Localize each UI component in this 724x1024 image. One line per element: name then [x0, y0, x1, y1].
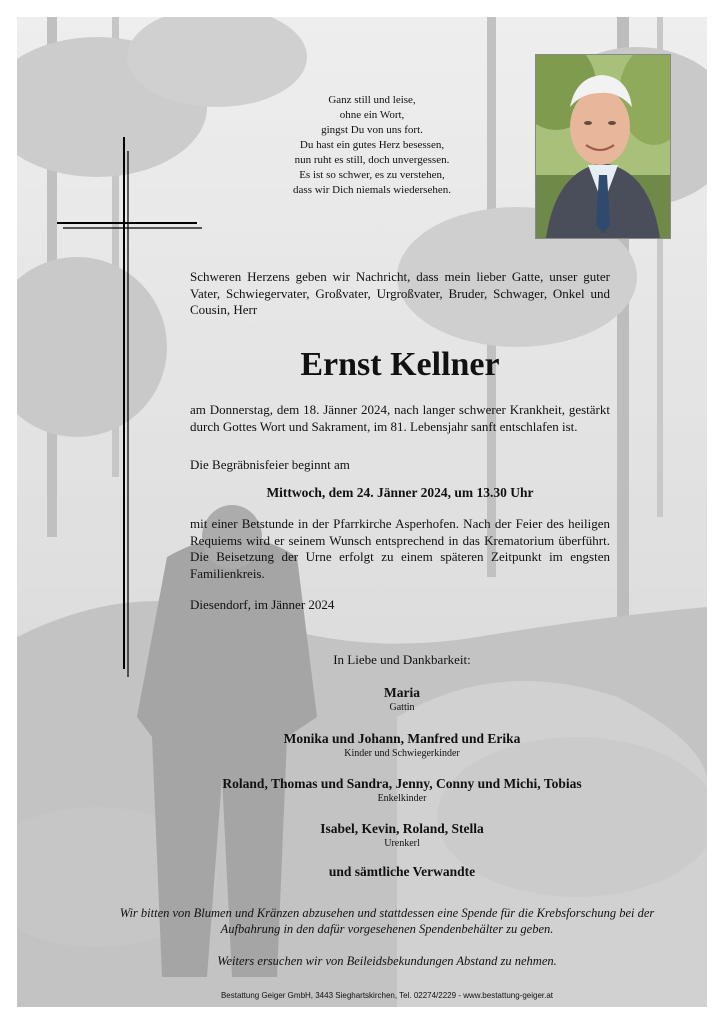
poem-line: Du hast ein gutes Herz besessen, [299, 139, 445, 151]
family-names: Monika und Johann, Manfred und Erika [283, 731, 521, 746]
place-date: Diesendorf, im Jänner 2024 [190, 597, 335, 612]
deceased-name: Ernst Kellner [300, 346, 500, 383]
death-text: am Donnerstag, dem 18. Jänner 2024, nach langer schwerer Krankheit, gestärkt durch Gottes Wort und Sakrament, im 81. Lebensjahr sanft entschlafen ist. [190, 402, 610, 434]
obituary-page [17, 17, 707, 1007]
poem [232, 93, 512, 198]
family-heading: In Liebe und Dankbarkeit: [333, 652, 471, 667]
poem-line: ohne ein Wort, [339, 109, 405, 121]
portrait-photo [535, 54, 671, 239]
family-relation: Gattin [389, 702, 415, 713]
poem-line: Ganz still und leise, [328, 94, 416, 106]
family-relation: Kinder und Schwiegerkinder [344, 748, 460, 759]
poem-line: gingst Du von uns fort. [321, 124, 423, 136]
family-relation: Enkelkinder [377, 793, 427, 804]
funeral-intro: Die Begräbnisfeier beginnt am [190, 457, 350, 472]
funeral-details: mit einer Betstunde in der Pfarrkirche Asperhofen. Nach der Feier des heiligen Requiems wird er seinem Wunsch entsprechend in das Krematorium überführt. Die Beisetzung der Urne erfolgt zu einem späteren Zeitpunkt im engsten Familienkreis. [190, 516, 610, 581]
funeral-home-footer: Bestattung Geiger GmbH, 3443 Sieghartskirchen, Tel. 02274/2229 - www.bestattung-geiger.at [220, 991, 554, 1000]
family-group [167, 730, 637, 760]
poem-line: Es ist so schwer, es zu verstehen, [299, 169, 445, 181]
family-group [167, 684, 637, 714]
condolence-note: Weiters ersuchen wir von Beileidsbekundungen Abstand zu nehmen. [217, 954, 557, 968]
intro-text: Schweren Herzens geben wir Nachricht, dass mein lieber Gatte, unser guter Vater, Schwiegervater, Großvater, Urgroßvater, Bruder, Schwager, Onkel und Cousin, Herr [190, 269, 610, 317]
family-names: Isabel, Kevin, Roland, Stella [320, 821, 484, 836]
family-group [167, 863, 637, 880]
poem-line: dass wir Dich niemals wiedersehen. [293, 184, 451, 196]
family-names: Roland, Thomas und Sandra, Jenny, Conny und Michi, Tobias [222, 776, 582, 791]
family-group [167, 775, 637, 805]
donation-note: Wir bitten von Blumen und Kränzen abzusehen und stattdessen eine Spende für die Krebsforschung bei der Aufbahrung in den dafür vorgesehenen Spendenbehälter zu geben. [119, 906, 655, 936]
cross-icon [57, 137, 207, 677]
family-names: Maria [384, 685, 420, 700]
poem-line: nun ruht es still, doch unvergessen. [294, 154, 450, 166]
family-relation: Urenkerl [384, 838, 420, 849]
family-group [167, 820, 637, 850]
funeral-date: Mittwoch, dem 24. Jänner 2024, um 13.30 Uhr [266, 485, 534, 500]
family-names: und sämtliche Verwandte [328, 864, 476, 879]
